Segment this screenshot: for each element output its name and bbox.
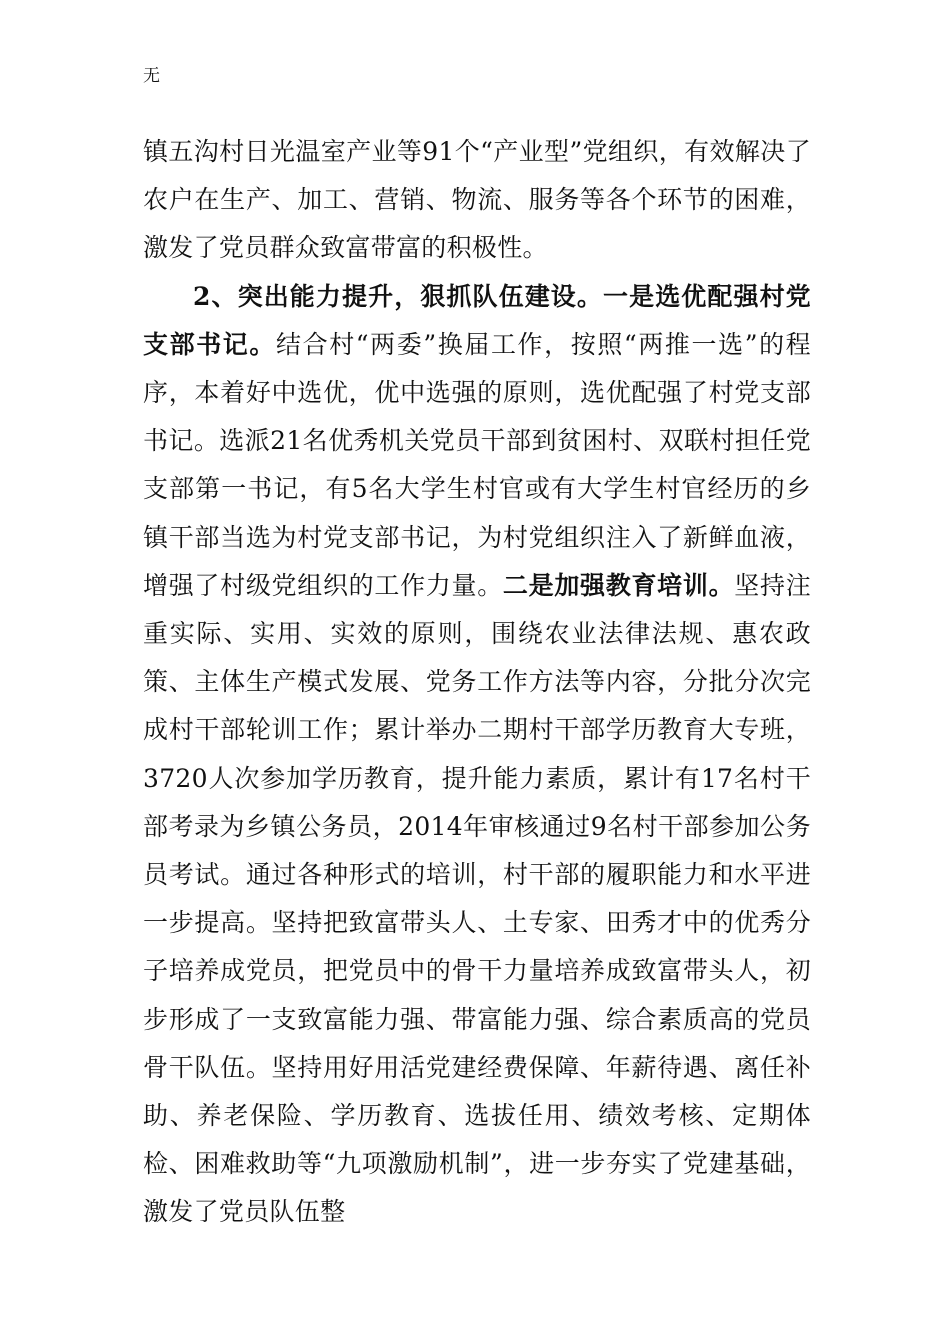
paragraph-2 xyxy=(143,273,811,1237)
section-heading: 2、突出能力提升，狠抓队伍建设。一是选优配强村党支部书记。 xyxy=(143,281,811,359)
paragraph-1 xyxy=(143,128,811,273)
paragraph-1-text: 镇五沟村日光温室产业等91个“产业型”党组织，有效解决了农户在生产、加工、营销、物流、服务等各个环节的困难，激发了党员群众致富带富的积极性。 xyxy=(143,137,811,263)
subheading-education-training: 二是加强教育培训。 xyxy=(502,570,735,600)
paragraph-2-text-a: 结合村“两委”换届工作，按照“两推一选”的程序，本着好中选优，优中选强的原则，选优配强了村党支部书记。选派21名优秀机关党员干部到贫困村、双联村担任党支部第一书记，有5名大学生村官或有大学生村官经历的乡镇干部当选为村党支部书记，为村党组织注入了新鲜血液，增强了村级党组织的工作力量。 xyxy=(143,329,811,600)
page-header: 无 xyxy=(143,66,160,86)
paragraph-2-text-b: 坚持注重实际、实用、实效的原则，围绕农业法律法规、惠农政策、主体生产模式发展、党务工作方法等内容，分批分次完成村干部轮训工作；累计举办二期村干部学历教育大专班，3720人次参加学历教育，提升能力素质，累计有17名村干部考录为乡镇公务员，2014年审核通过9名村干部参加公务员考试。通过各种形式的培训，村干部的履职能力和水平进一步提高。坚持把致富带头人、土专家、田秀才中的优秀分子培养成党员，把党员中的骨干力量培养成致富带头人，初步形成了一支致富能力强、带富能力强、综合素质高的党员骨干队伍。坚持用好用活党建经费保障、年薪待遇、离任补助、养老保险、学历教育、选拔任用、绩效考核、定期体检、困难救助等“九项激励机制”，进一步夯实了党建基础，激发了党员队伍整 xyxy=(143,570,811,1227)
document-body xyxy=(143,128,811,1237)
